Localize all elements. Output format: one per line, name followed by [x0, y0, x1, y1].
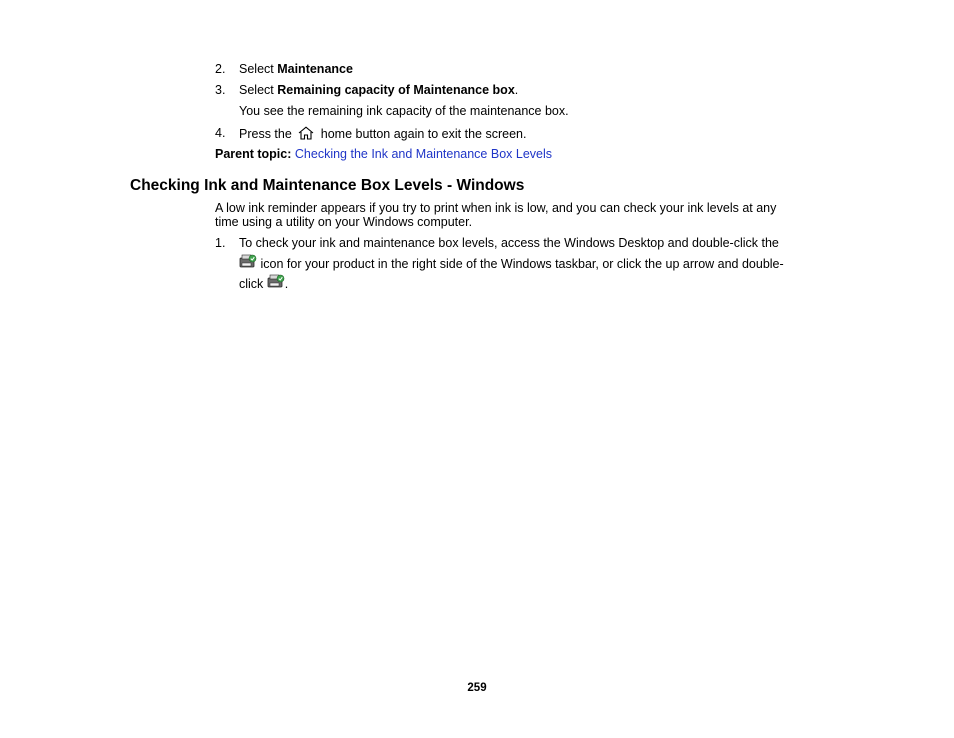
step-2-prefix: Select — [239, 62, 278, 76]
step-number: 3. — [215, 83, 226, 97]
step-3-note: You see the remaining ink capacity of the maintenance box. — [239, 104, 569, 118]
step-4-suffix: home button again to exit the screen. — [317, 127, 527, 141]
intro-line-1: A low ink reminder appears if you try to print when ink is low, and you can check your ink levels at any — [215, 201, 777, 215]
step-1-line-1: To check your ink and maintenance box levels, access the Windows Desktop and double-click the — [239, 236, 779, 250]
parent-topic-label: Parent topic: — [215, 147, 292, 161]
step-1-line-3-suffix: . — [284, 277, 289, 291]
step-number: 2. — [215, 62, 226, 76]
step-1-line-2-wrap — [239, 253, 784, 272]
step-2-text — [239, 62, 353, 77]
step-3-bold: Remaining capacity of Maintenance box — [277, 83, 515, 97]
parent-topic — [215, 147, 552, 162]
intro-line-2: time using a utility on your Windows computer. — [215, 215, 473, 229]
step-4-text — [239, 126, 526, 142]
step-3-text — [239, 83, 518, 98]
step-4-prefix: Press the — [239, 127, 296, 141]
printer-status-icon — [267, 273, 285, 290]
step-1-line-3-wrap — [239, 273, 288, 292]
home-icon — [297, 126, 315, 140]
section-heading: Checking Ink and Maintenance Box Levels - Windows — [130, 177, 525, 194]
printer-status-icon — [239, 253, 257, 270]
step-3-prefix: Select — [239, 83, 278, 97]
page-number: 259 — [467, 682, 487, 694]
step-number: 1. — [215, 236, 226, 250]
step-2-bold: Maintenance — [277, 62, 353, 76]
step-3-suffix: . — [514, 83, 519, 97]
step-number: 4. — [215, 126, 226, 140]
parent-topic-link[interactable]: Checking the Ink and Maintenance Box Levels — [294, 147, 552, 161]
step-1-line-2: icon for your product in the right side of the Windows taskbar, or click the up arrow and double- — [260, 257, 784, 271]
step-1-line-3-prefix: click — [239, 277, 267, 291]
